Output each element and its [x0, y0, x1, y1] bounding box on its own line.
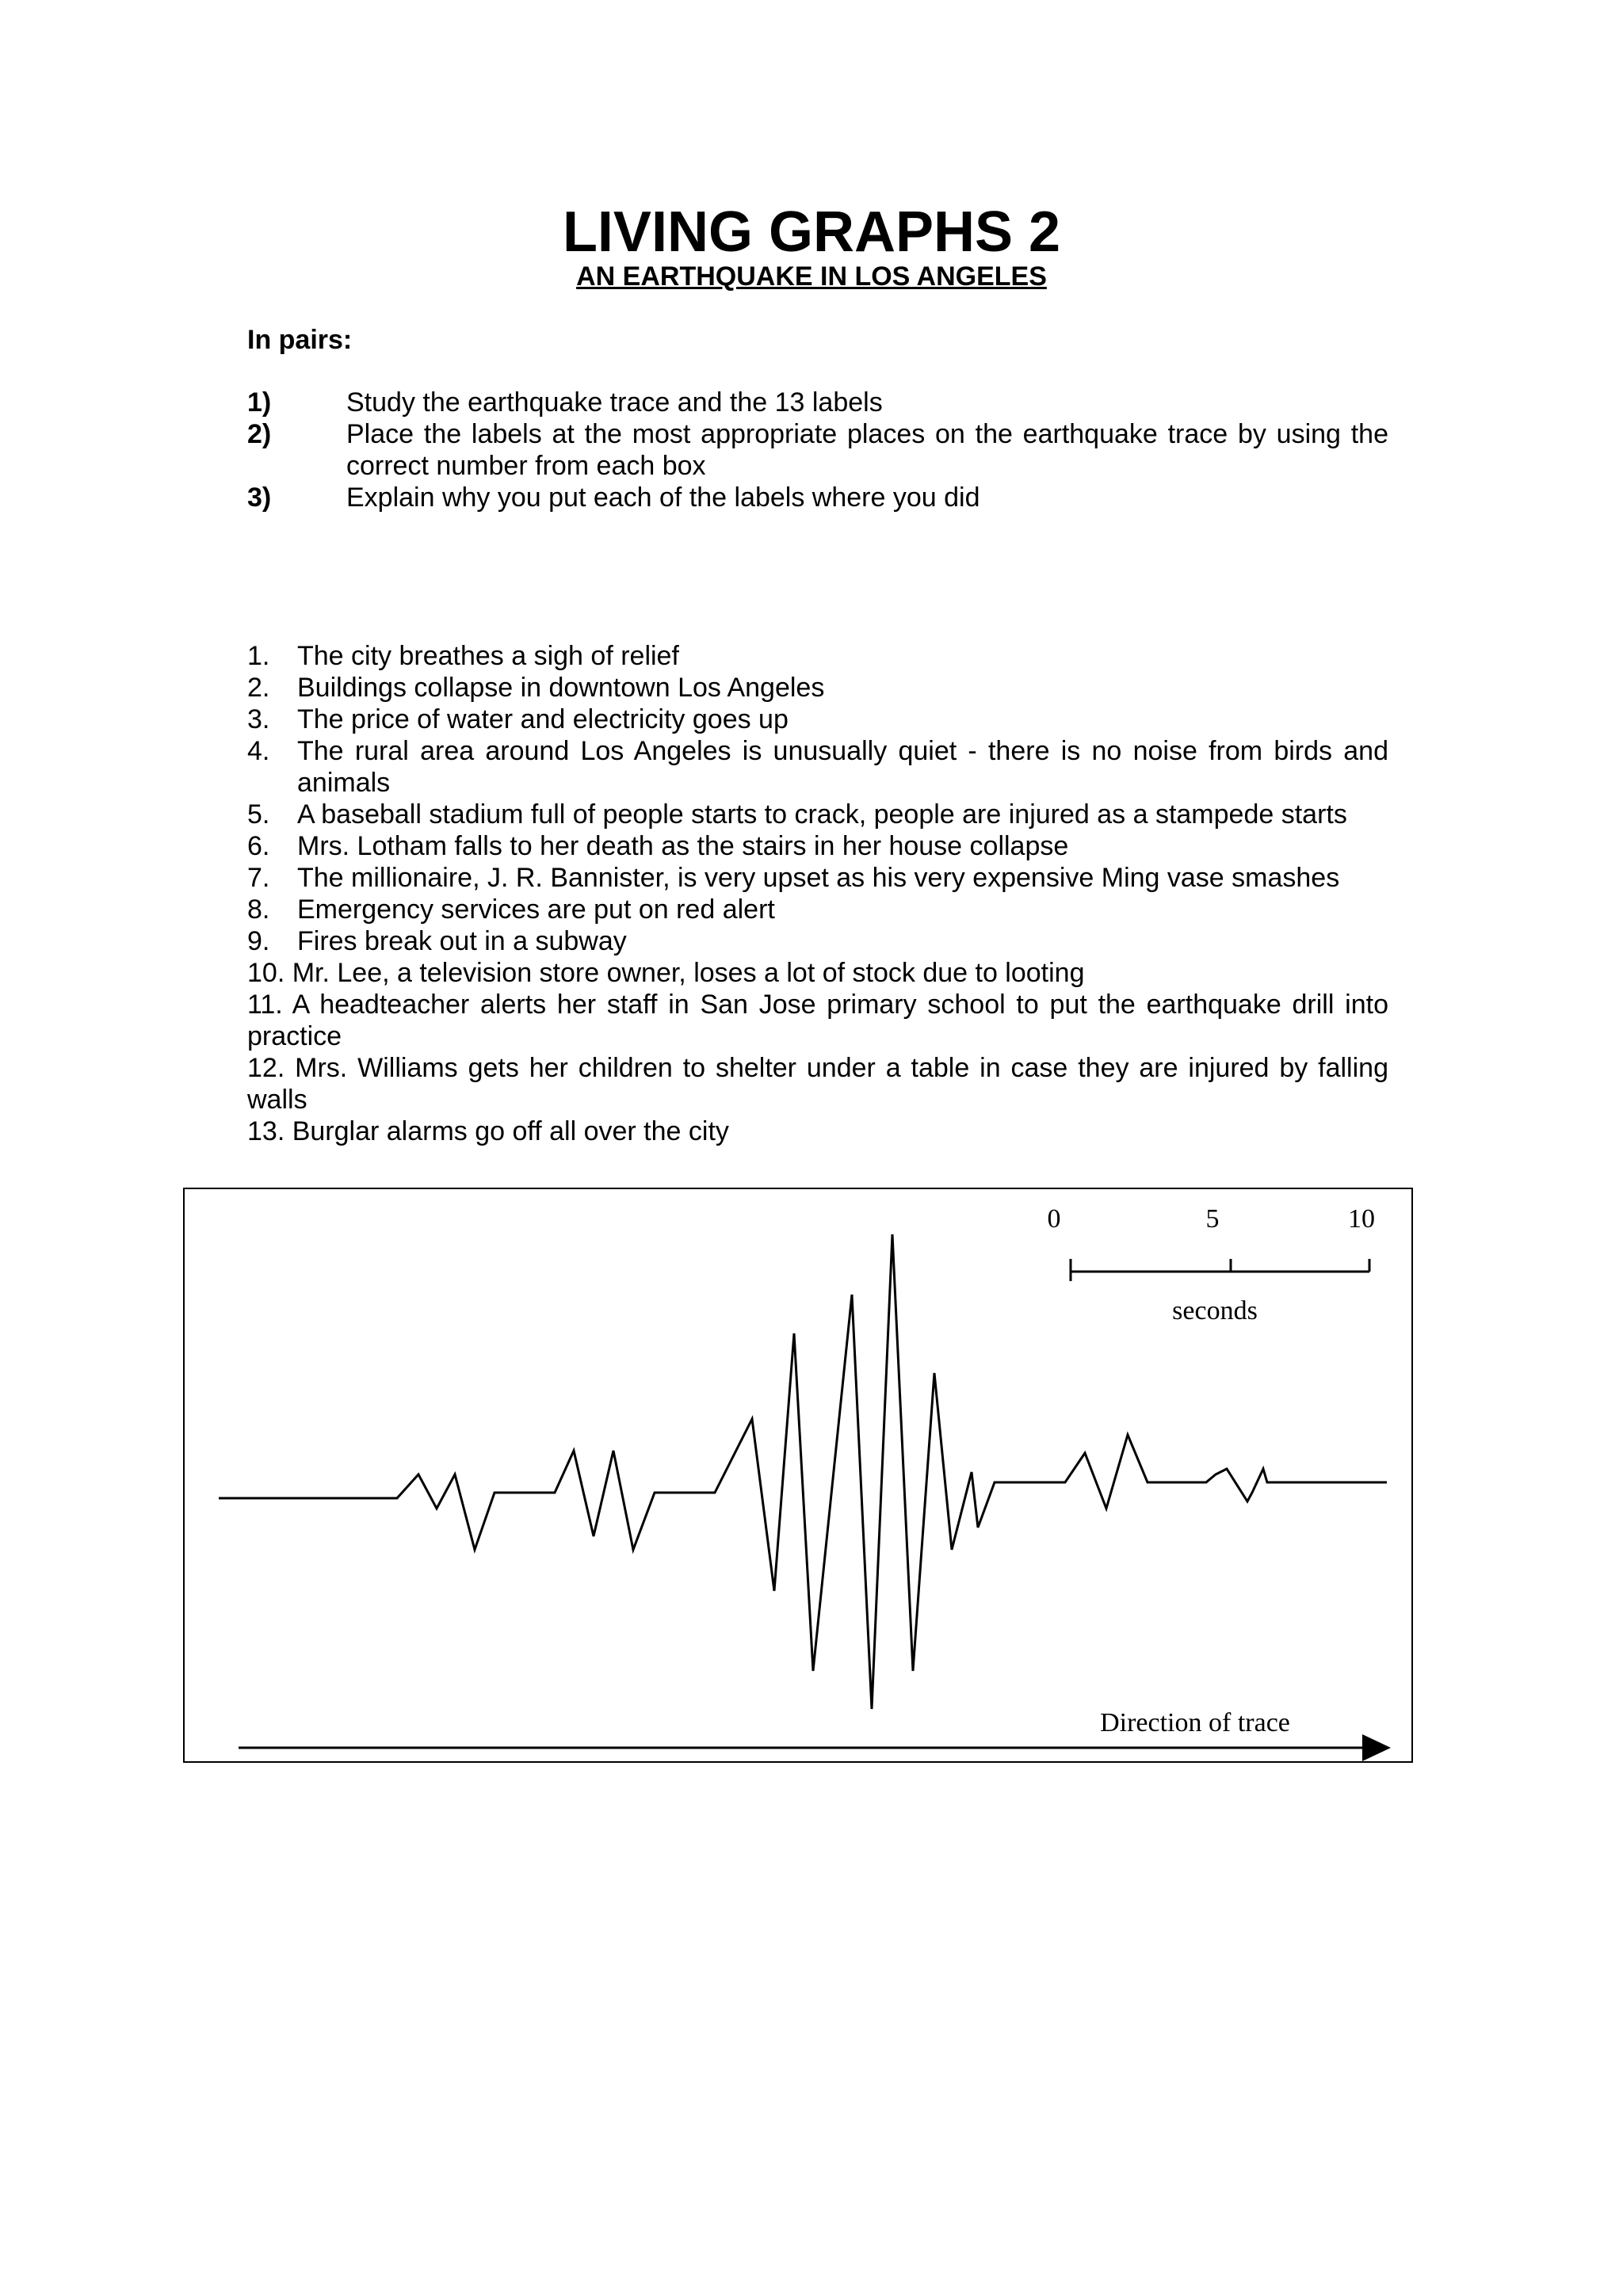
label-text: Fires break out in a subway	[297, 926, 627, 956]
label-text: Emergency services are put on red alert	[297, 894, 775, 925]
label-text: The price of water and electricity goes up	[297, 704, 789, 734]
instruction-steps	[247, 387, 1388, 513]
label-number: 13.	[247, 1116, 285, 1146]
step-number: 2)	[247, 419, 272, 449]
instructions-heading: In pairs:	[247, 325, 353, 355]
direction-label: Direction of trace	[1100, 1708, 1290, 1737]
label-number: 3.	[247, 704, 270, 734]
event-label	[247, 1052, 1388, 1116]
time-scale-bar	[1071, 1259, 1369, 1281]
label-number: 2.	[247, 673, 270, 703]
event-label	[247, 799, 1388, 830]
label-text: A headteacher alerts her staff in San Jose primary school to put the earthquake drill into practice	[247, 990, 1388, 1051]
page-subtitle: AN EARTHQUAKE IN LOS ANGELES	[576, 261, 1047, 292]
label-text: A baseball stadium full of people starts to crack, people are injured as a stampede starts	[297, 799, 1347, 830]
earthquake-trace-diagram	[183, 1188, 1413, 1763]
label-text: The millionaire, J. R. Bannister, is very upset as his very expensive Ming vase smashes	[297, 863, 1340, 893]
label-text: Buildings collapse in downtown Los Angeles	[297, 673, 825, 703]
label-text: The rural area around Los Angeles is unusually quiet - there is no noise from birds and animals	[297, 736, 1388, 798]
event-label	[247, 735, 1388, 799]
step-number: 3)	[247, 482, 272, 513]
earthquake-trace-svg	[185, 1189, 1415, 1764]
label-number: 5.	[247, 799, 270, 830]
scale-tick-10: 10	[1348, 1204, 1375, 1234]
label-number: 7.	[247, 863, 270, 893]
event-label	[247, 957, 1388, 989]
scale-tick-0: 0	[1047, 1204, 1061, 1234]
label-text: The city breathes a sigh of relief	[297, 641, 679, 671]
step-number: 1)	[247, 387, 272, 418]
label-text: Mr. Lee, a television store owner, loses a lot of stock due to looting	[292, 958, 1085, 988]
label-number: 10.	[247, 958, 285, 988]
label-number: 6.	[247, 831, 270, 861]
label-number: 12.	[247, 1053, 285, 1083]
event-label	[247, 704, 1388, 735]
label-text: Mrs. Williams gets her children to shelter under a table in case they are injured by falling walls	[247, 1053, 1388, 1115]
page-title: LIVING GRAPHS 2	[562, 200, 1061, 264]
event-label	[247, 672, 1388, 704]
event-label	[247, 894, 1388, 925]
label-number: 1.	[247, 641, 270, 671]
label-number: 11.	[247, 990, 283, 1020]
label-text: Mrs. Lotham falls to her death as the stairs in her house collapse	[297, 831, 1069, 861]
instruction-step	[247, 387, 1388, 418]
step-text: Explain why you put each of the labels where you did	[346, 482, 980, 513]
label-number: 4.	[247, 736, 270, 766]
label-number: 9.	[247, 926, 270, 956]
label-number: 8.	[247, 894, 270, 925]
scale-tick-5: 5	[1205, 1204, 1220, 1234]
event-label	[247, 862, 1388, 894]
event-labels-list	[247, 640, 1388, 1147]
event-label	[247, 925, 1388, 957]
event-label	[247, 1116, 1388, 1147]
instruction-step	[247, 482, 1388, 513]
arrow-right-icon	[1362, 1734, 1391, 1761]
instruction-step	[247, 418, 1388, 482]
event-label	[247, 830, 1388, 862]
event-label	[247, 989, 1388, 1052]
step-text: Place the labels at the most appropriate places on the earthquake trace by using the correct number from each box	[346, 419, 1388, 481]
label-text: Burglar alarms go off all over the city	[292, 1116, 729, 1146]
step-text: Study the earthquake trace and the 13 labels	[346, 387, 883, 418]
event-label	[247, 640, 1388, 672]
scale-unit-label: seconds	[1172, 1296, 1258, 1325]
